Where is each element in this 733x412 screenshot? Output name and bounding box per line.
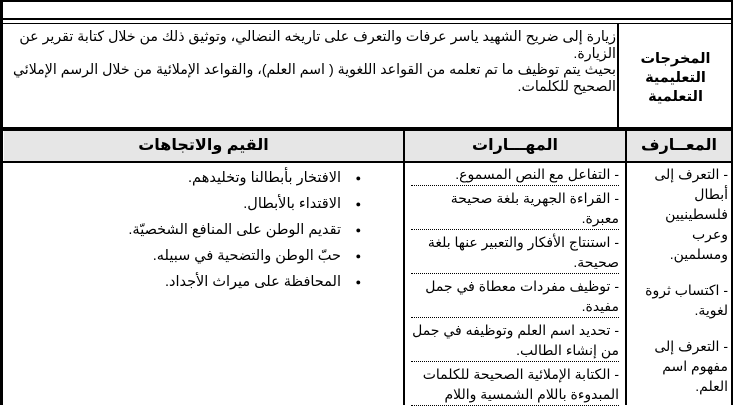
col-divider-knowledge: [625, 129, 627, 405]
knowledge-list: [631, 164, 728, 412]
header-bottom: [0, 161, 733, 163]
knowledge-item: - التعرف إلى مفهوم اسم العلم.: [654, 338, 728, 394]
values-item: ● حبّ الوطن والتضحية في سبيله.: [8, 246, 363, 272]
outcomes-paragraph-1: زيارة إلى ضريح الشهيد ياسر عرفات والتعرف على تاريخه النضالي، وتوثيق ذلك من خلال كتابة تقرير عن الزيارة.: [19, 29, 616, 62]
outcomes-text: [6, 29, 616, 95]
outcomes-inner-top: [3, 23, 731, 24]
outcomes-label: [620, 50, 731, 107]
values-item: ● تقديم الوطن على المنافع الشخصيّة.: [8, 220, 363, 246]
header-knowledge: المعــارف: [627, 131, 731, 161]
skills-item: - توظيف مفردات معطاة في جمل مفيدة.: [411, 276, 619, 318]
top-section-divider: [0, 18, 733, 20]
header-skills: المهـــارات: [405, 131, 625, 161]
top-border: [0, 0, 733, 2]
col-divider-values: [403, 129, 405, 405]
outcomes-label-divider: [617, 23, 619, 129]
values-item: ● المحافظة على ميراث الأجداد.: [8, 272, 363, 298]
header-values: القيم والاتجاهات: [4, 131, 403, 161]
values-item: ● الاقتداء بالأبطال.: [8, 194, 363, 220]
skills-item: - القراءة الجهرية بلغة صحيحة معبرة.: [411, 188, 619, 230]
outcomes-paragraph-2: بحيث يتم توظيف ما تم تعلمه من القواعد اللغوية ( اسم العلم)، والقواعد الإملائية من خلال الرسم الإملائي الصحيح للكلمات.: [12, 62, 616, 95]
skills-list: [411, 164, 619, 408]
skills-item: - التفاعل مع النص المسموع.: [411, 164, 619, 186]
outcomes-label-line-1: المخرجات: [640, 51, 711, 67]
knowledge-item: - التعرف إلى أبطال فلسطينيين وعرب ومسلمين.: [654, 166, 728, 262]
skills-item: - تحديد اسم العلم وتوظيفه في جمل من إنشاء الطالب.: [411, 320, 619, 362]
values-item: ● الافتخار بأبطالنا وتخليدهم.: [8, 168, 363, 194]
knowledge-item: - اكتساب ثروة لغوية.: [645, 282, 728, 318]
skills-item: - الكتابة الإملائية الصحيحة للكلمات المبدوءة باللام الشمسية واللام: [411, 364, 619, 406]
values-list: [8, 168, 363, 298]
left-border: [0, 0, 3, 405]
outcomes-label-line-2: التعليمية التعلمية: [645, 70, 706, 105]
skills-item: - استنتاج الأفكار والتعبير عنها بلغة صحيحة.: [411, 232, 619, 274]
